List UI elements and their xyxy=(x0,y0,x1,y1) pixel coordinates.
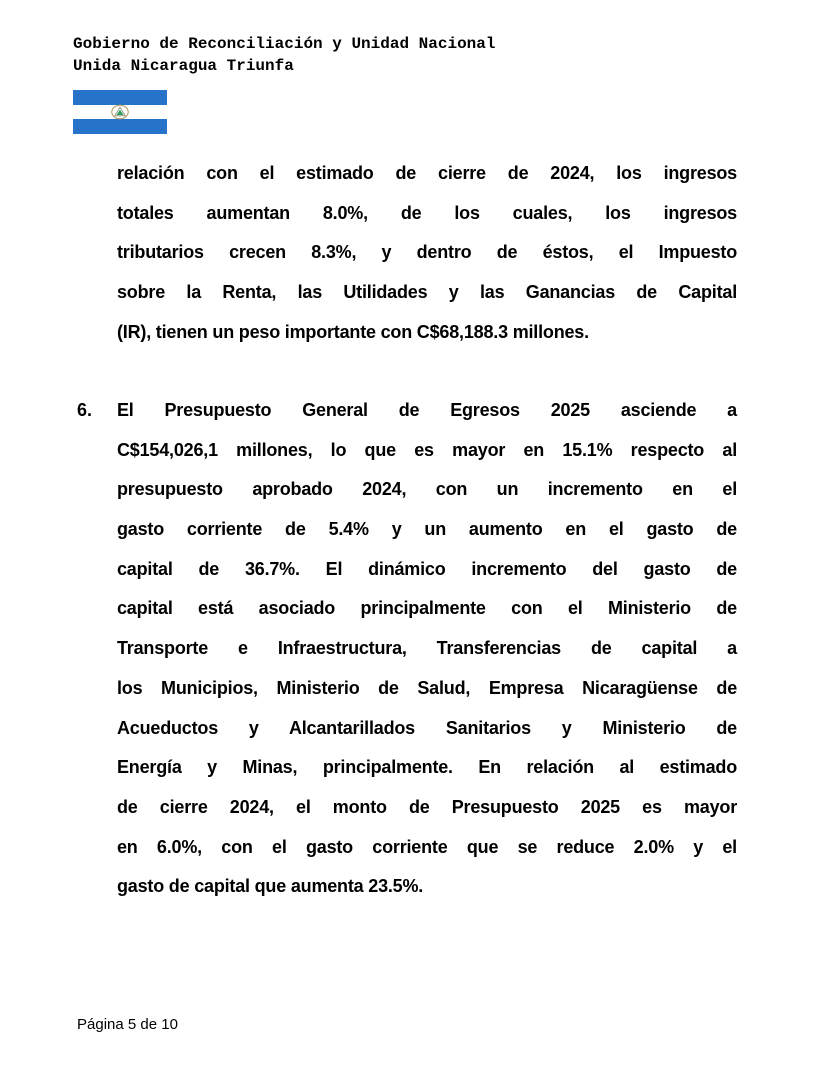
text-line: sobre la Renta, las Utilidades y las Ganancias de Capital xyxy=(117,282,737,303)
paragraph-5-continuation xyxy=(117,154,737,352)
text-line: presupuesto aprobado 2024, con un incremento en el xyxy=(117,479,737,500)
text-line: Transporte e Infraestructura, Transferencias de capital a xyxy=(117,638,737,659)
text-line: C$154,026,1 millones, lo que es mayor en 15.1% respecto al xyxy=(117,439,737,460)
text-line: de cierre 2024, el monto de Presupuesto 2025 es mayor xyxy=(117,796,737,817)
flag-stripe-top xyxy=(73,90,167,105)
text-line: gasto corriente de 5.4% y un aumento en el gasto de xyxy=(117,519,737,540)
flag-stripe-middle xyxy=(73,105,167,120)
text-line: relación con el estimado de cierre de 2024, los ingresos xyxy=(117,163,737,183)
org-name-line2: Unida Nicaragua Triunfa xyxy=(73,56,294,75)
text-line: (IR), tienen un peso importante con C$68,188.3 millones. xyxy=(117,321,589,342)
text-line: gasto de capital que aumenta 23.5%. xyxy=(117,876,424,897)
text-line: los Municipios, Ministerio de Salud, Empresa Nicaragüense de xyxy=(117,677,737,698)
text-line: tributarios crecen 8.3%, y dentro de éstos, el Impuesto xyxy=(117,242,737,263)
text-line: El Presupuesto General de Egresos 2025 asciende a xyxy=(117,400,737,420)
flag-emblem-icon xyxy=(111,105,129,120)
document-header xyxy=(73,34,495,77)
page-number-label: Página 5 de 10 xyxy=(77,1016,178,1033)
text-line: capital de 36.7%. El dinámico incremento del gasto de xyxy=(117,558,737,579)
text-line: Energía y Minas, principalmente. En relación al estimado xyxy=(117,757,737,778)
text-line: totales aumentan 8.0%, de los cuales, los ingresos xyxy=(117,202,737,223)
text-line: capital está asociado principalmente con el Ministerio de xyxy=(117,598,737,619)
text-line: Acueductos y Alcantarillados Sanitarios y Ministerio de xyxy=(117,717,737,738)
list-item-6-number: 6. xyxy=(77,400,93,420)
flag-stripe-bottom xyxy=(73,119,167,134)
list-item-6-paragraph xyxy=(117,391,737,907)
text-line: en 6.0%, con el gasto corriente que se reduce 2.0% y el xyxy=(117,836,737,857)
org-name-line1: Gobierno de Reconciliación y Unidad Nacional xyxy=(73,35,496,53)
nicaragua-flag-icon xyxy=(73,90,167,134)
